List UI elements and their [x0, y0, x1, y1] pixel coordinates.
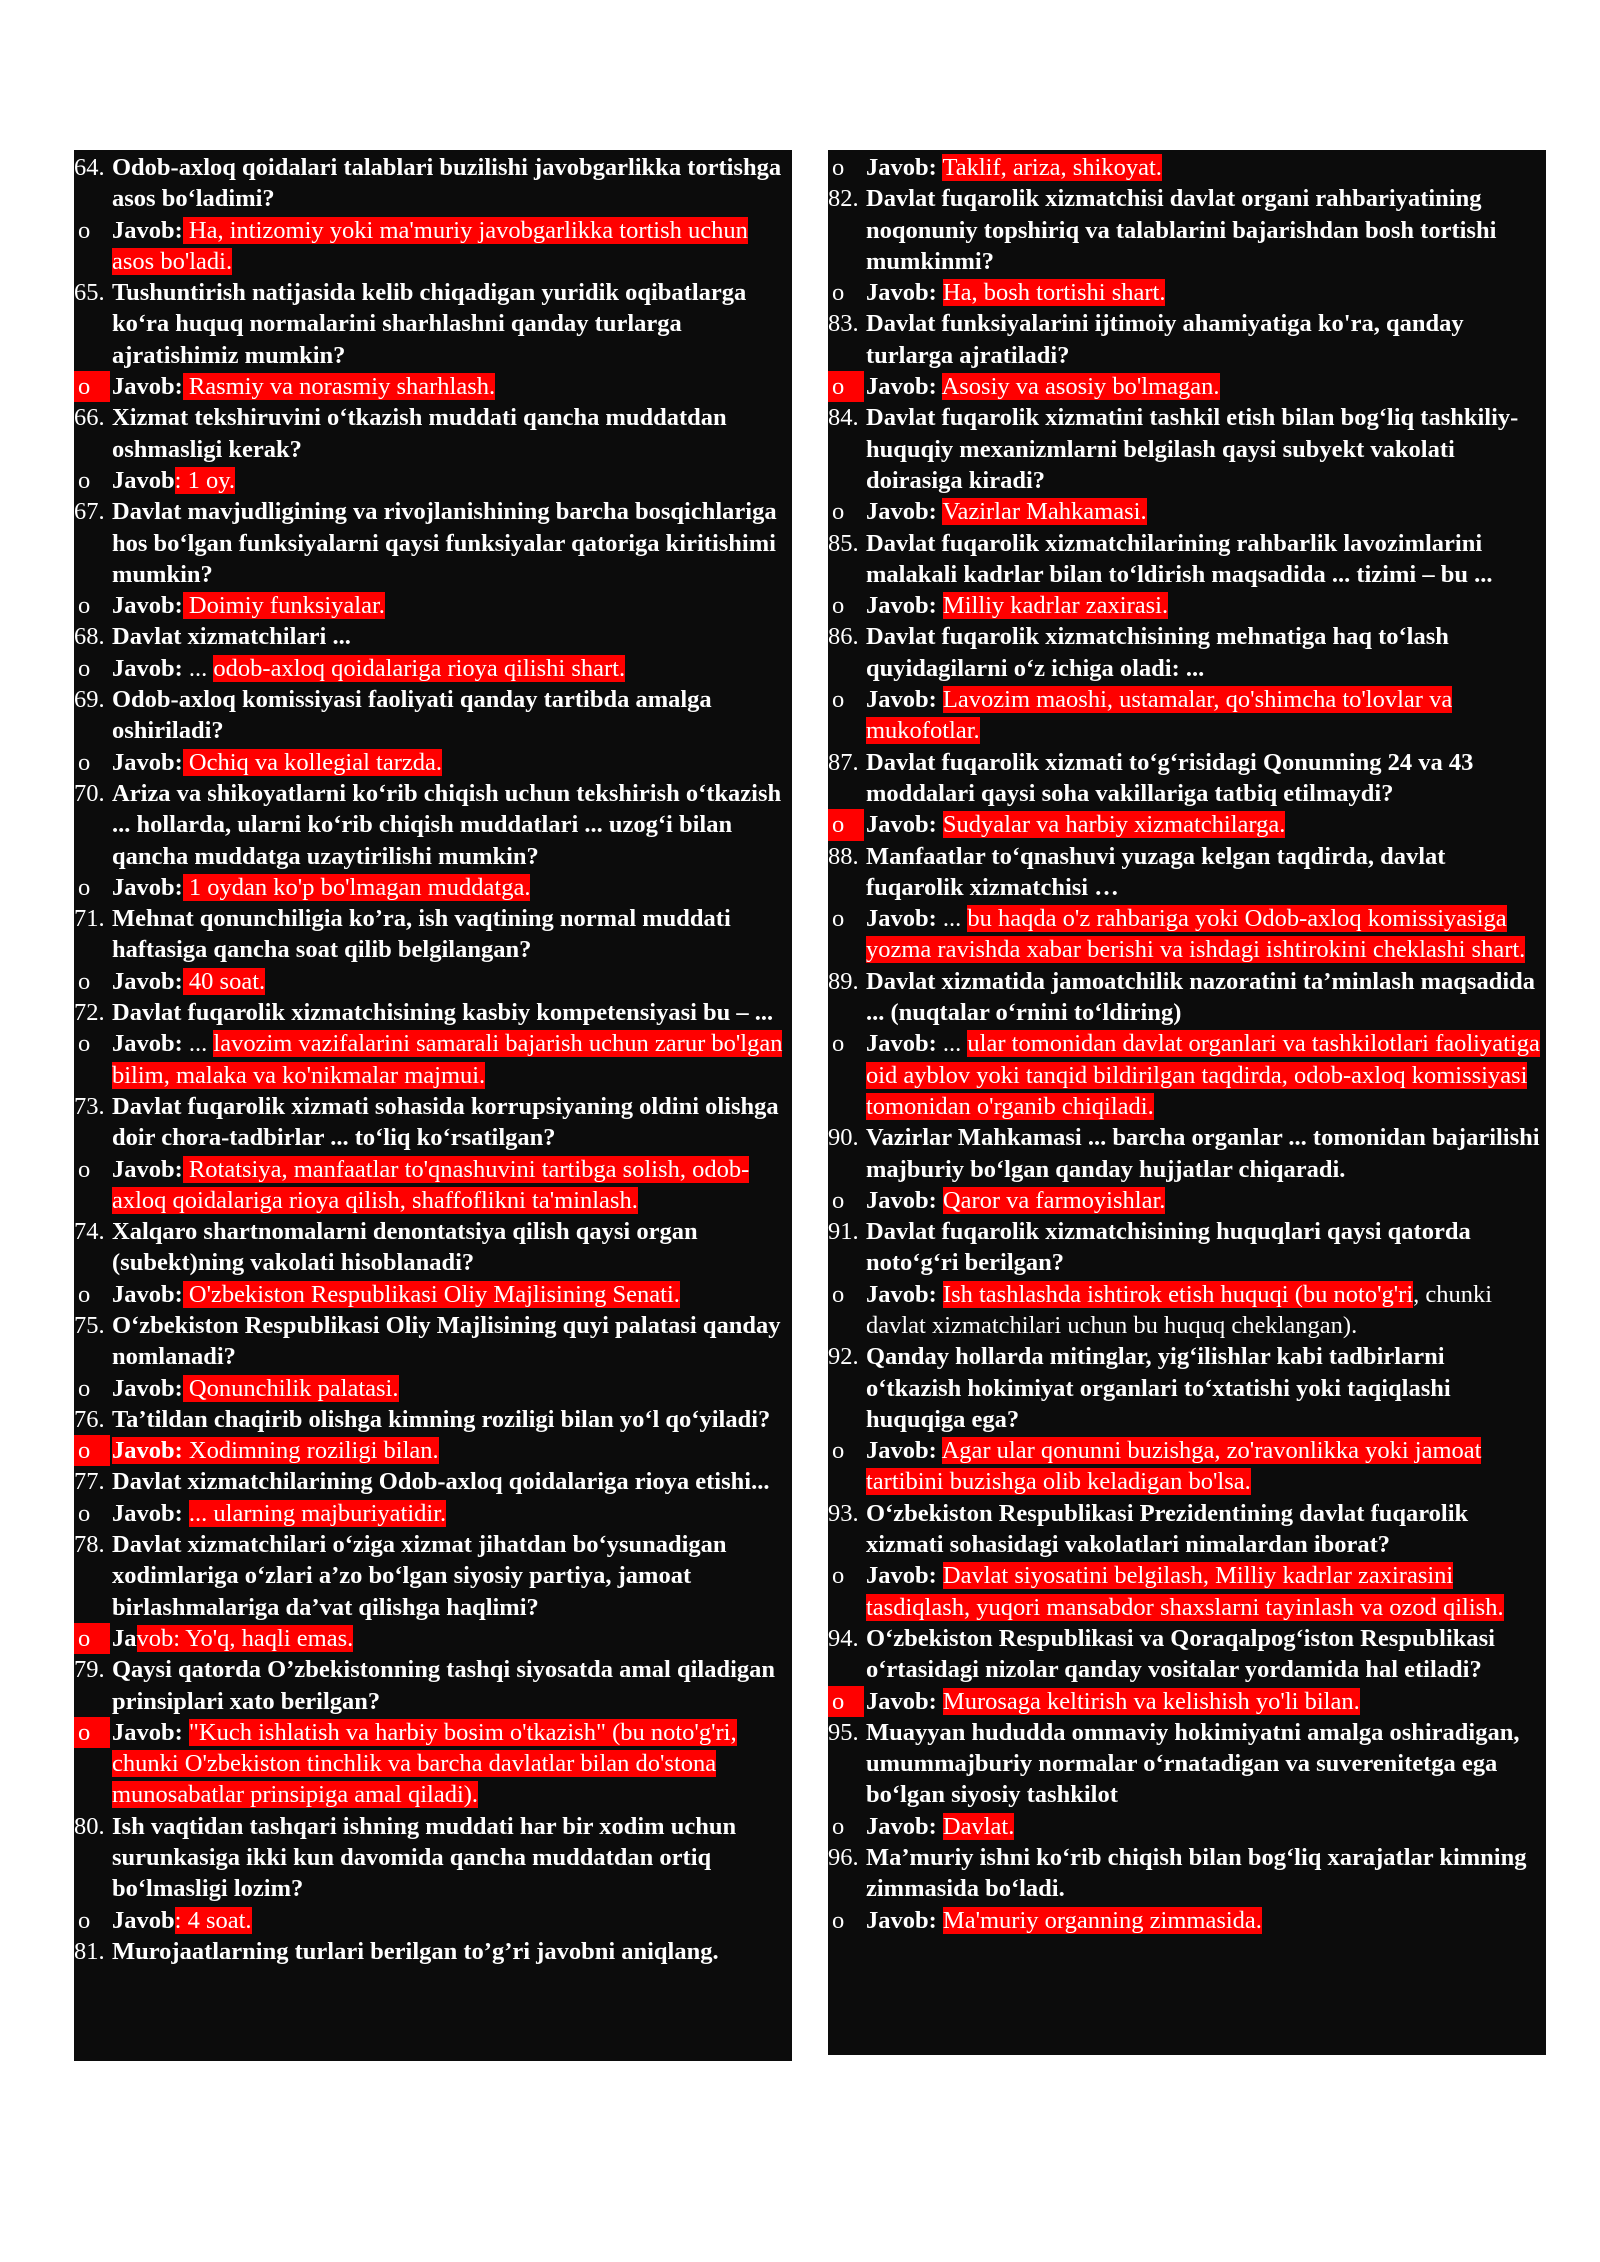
answer-highlight: odob-axloq qoidalariga rioya qilishi shart.	[213, 654, 626, 682]
answer-highlight: 40 soat.	[182, 967, 266, 995]
answer-label: Javob:	[866, 811, 937, 839]
answer-label: Javob:	[112, 1374, 183, 1402]
answer-label: Javob:	[112, 1030, 183, 1058]
question-item	[74, 778, 792, 872]
question-number: 70.	[74, 779, 105, 807]
answer-item	[828, 1028, 1546, 1122]
question-text: O‘zbekiston Respublikasi Oliy Majlisining quyi palatasi qanday nomlanadi?	[112, 1311, 781, 1371]
answer-label: Javob:	[866, 592, 937, 620]
question-number: 65.	[74, 279, 105, 307]
answer-item	[74, 371, 792, 402]
answer-prefix	[937, 1813, 943, 1840]
answer-label: Javob:	[866, 686, 937, 714]
answer-label: Javob:	[866, 1437, 937, 1465]
answer-highlight: Ha, bosh tortishi shart.	[942, 279, 1166, 307]
answer-prefix	[183, 1500, 189, 1527]
answer-suffix: , chunki davlat xizmatchilari uchun bu huquq cheklangan).	[866, 1280, 1493, 1339]
question-text: Davlat xizmatida jamoatchilik nazoratini ta’minlash maqsadida ... (nuqtalar o‘rnini to‘ldiring)	[866, 967, 1536, 1027]
question-item	[74, 903, 792, 966]
bullet-icon: o	[78, 873, 91, 901]
question-text: Ma’muriy ishni ko‘rib chiqish bilan bog‘liq xarajatlar kimning zimmasida bo‘ladi.	[866, 1844, 1527, 1903]
answer-prefix	[937, 811, 943, 838]
answer-item	[828, 1185, 1546, 1216]
question-number: 71.	[74, 905, 105, 933]
question-text: Muayyan hududda ommaviy hokimiyatni amalga oshiradigan, umummajburiy normalar o‘rnatadigan va suverenitetga ega bo‘lgan siyosiy tashkilot	[866, 1718, 1520, 1809]
bullet-icon: o	[74, 371, 110, 402]
answer-highlight: lavozim vazifalarini samarali bajarish uchun zarur bo'lgan bilim, malaka va ko'nikmalar majmui.	[112, 1030, 783, 1089]
answer-item	[74, 215, 792, 278]
question-item	[74, 684, 792, 747]
answer-label: Javob	[112, 466, 175, 494]
question-item	[74, 277, 792, 371]
question-item	[828, 528, 1546, 591]
answer-label: Javob:	[112, 1437, 183, 1465]
answer-item	[828, 496, 1546, 527]
question-text: O‘zbekiston Respublikasi va Qoraqalpog‘iston Respublikasi o‘rtasidagi nizolar qanday vositalar yordamida hal etiladi?	[866, 1624, 1495, 1684]
answer-highlight: Xodimning roziligi bilan.	[182, 1437, 439, 1465]
question-item	[74, 1404, 792, 1435]
question-item	[828, 1122, 1546, 1185]
question-text: Davlat fuqarolik xizmatchilarining rahbarlik lavozimlarini malakali kadrlar bilan to‘ldirish maqsadida ... tizimi – bu ...	[866, 529, 1493, 588]
question-number: 81.	[74, 1937, 105, 1965]
question-number: 89.	[828, 967, 859, 995]
question-item	[74, 1529, 792, 1623]
answer-label: Javob:	[866, 279, 937, 307]
question-text: Davlat funksiyalarini ijtimoiy ahamiyatiga ko'ra, qanday turlarga ajratiladi?	[866, 310, 1464, 369]
question-number: 90.	[828, 1124, 859, 1152]
question-number: 95.	[828, 1718, 859, 1746]
bullet-icon: o	[832, 1906, 845, 1934]
answer-label: Javob:	[866, 1280, 937, 1308]
question-item	[828, 402, 1546, 496]
question-text: Davlat xizmatchilarining Odob-axloq qoidalariga rioya etishi...	[112, 1468, 770, 1496]
answer-item	[74, 747, 792, 778]
answer-label: Javob:	[866, 154, 937, 181]
bullet-icon: o	[78, 592, 91, 620]
question-text: Odob-axloq qoidalari talablari buzilishi javobgarlikka tortishga asos bo‘ladimi?	[112, 154, 782, 213]
answer-label: Javob:	[112, 216, 183, 244]
question-text: Ta’tildan chaqirib olishga kimning roziligi bilan yo‘l qo‘yiladi?	[112, 1405, 771, 1433]
question-item	[828, 1842, 1546, 1905]
answer-prefix	[937, 1907, 943, 1934]
answer-highlight: vob: Yo'q, haqli emas.	[136, 1624, 354, 1652]
answer-highlight: O'zbekiston Respublikasi Oliy Majlisining Senati.	[182, 1280, 680, 1308]
bullet-icon: o	[832, 279, 845, 307]
bullet-icon: o	[832, 1030, 845, 1058]
question-item	[74, 152, 792, 215]
answer-highlight: Milliy kadrlar zaxirasi.	[942, 592, 1169, 620]
answer-highlight: Asosiy va asosiy bo'lmagan.	[941, 373, 1220, 401]
answer-item	[828, 277, 1546, 308]
answer-highlight: bu haqda o'z rahbariga yoki Odob-axloq komissiyasiga yozma ravishda xabar berishi va ishdagi ishtirokini cheklashi shart.	[866, 905, 1526, 964]
answer-label: Javob:	[866, 1030, 937, 1058]
question-text: Ariza va shikoyatlarni ko‘rib chiqish uchun tekshirish o‘tkazish ... hollarda, ularni ko‘rib chiqish muddatlari ... uzog‘i bilan qancha muddatga uzaytirilishi mumkin?	[112, 779, 782, 870]
question-number: 92.	[828, 1343, 859, 1371]
question-item	[74, 1936, 792, 1967]
question-text: Vazirlar Mahkamasi ... barcha organlar ... tomonidan bajarilishi majburiy bo‘lgan qanday hujjatlar chiqaradi.	[866, 1124, 1540, 1183]
question-item	[828, 966, 1546, 1029]
bullet-icon: o	[78, 216, 91, 244]
answer-prefix	[937, 373, 942, 400]
answer-item	[828, 684, 1546, 747]
bullet-icon: o	[832, 905, 845, 933]
answer-prefix	[937, 1688, 943, 1715]
answer-item	[74, 1279, 792, 1310]
question-number: 69.	[74, 686, 105, 714]
answer-highlight: Taklif, ariza, shikoyat.	[942, 154, 1162, 181]
answer-highlight: 1 oydan ko'p bo'lmagan muddatga.	[182, 873, 531, 901]
answer-item	[74, 1717, 792, 1811]
question-item	[828, 183, 1546, 277]
question-text: Davlat fuqarolik xizmatchisining huquqlari qaysi qatorda noto‘g‘ri berilgan?	[866, 1218, 1471, 1277]
answer-highlight: Doimiy funksiyalar.	[182, 592, 385, 620]
answer-prefix: ...	[936, 1030, 968, 1058]
answer-prefix	[183, 1719, 189, 1746]
question-number: 88.	[828, 842, 859, 870]
bullet-icon: o	[78, 1280, 91, 1308]
bullet-icon: o	[828, 371, 864, 402]
question-text: Xizmat tekshiruvini o‘tkazish muddati qancha muddatdan oshmasligi kerak?	[112, 404, 727, 463]
question-number: 83.	[828, 310, 859, 338]
question-item	[828, 308, 1546, 371]
question-item	[828, 841, 1546, 904]
answer-item	[74, 590, 792, 621]
bullet-icon: o	[78, 1155, 91, 1183]
question-number: 75.	[74, 1311, 105, 1339]
answer-label: Javob:	[112, 1155, 183, 1183]
answer-item	[74, 465, 792, 496]
answer-label: Javob:	[112, 1499, 183, 1527]
answer-item	[828, 1435, 1546, 1498]
answer-highlight: Vazirlar Mahkamasi.	[942, 498, 1147, 526]
question-item	[74, 1466, 792, 1497]
question-number: 64.	[74, 154, 105, 181]
answer-item	[74, 1905, 792, 1936]
bullet-icon: o	[78, 1499, 91, 1527]
question-number: 73.	[74, 1092, 105, 1120]
question-number: 74.	[74, 1218, 105, 1246]
question-item	[74, 1310, 792, 1373]
question-number: 68.	[74, 623, 105, 651]
answer-highlight: : 1 oy.	[174, 466, 235, 494]
answer-label: Javob:	[866, 1906, 937, 1934]
question-number: 82.	[828, 185, 859, 213]
bullet-icon: o	[832, 154, 845, 181]
answer-item	[74, 966, 792, 997]
answer-label: Javob:	[112, 967, 183, 995]
answer-prefix	[937, 686, 943, 713]
right-column	[828, 150, 1546, 2055]
question-text: Tushuntirish natijasida kelib chiqadigan yuridik oqibatlarga ko‘ra huquq normalarini sharhlashni qanday turlarga ajratishimiz mumkin?	[112, 279, 747, 369]
answer-highlight: Ish tashlashda ishtirok etish huquqi (bu noto'g'ri	[942, 1280, 1414, 1308]
question-text: Qaysi qatorda O’zbekistonning tashqi siyosatda amal qiladigan prinsiplari xato berilgan?	[112, 1656, 776, 1715]
question-text: Davlat xizmatchilari o‘ziga xizmat jihatdan bo‘ysunadigan xodimlariga o‘zlari a’zo bo‘lgan siyosiy partiya, jamoat birlashmalariga da’vat qilishga haqlimi?	[112, 1531, 727, 1621]
question-text: Davlat mavjudligining va rivojlanishining barcha bosqichlariga hos bo‘lgan funksiyalarni qaysi funksiyalar qatoriga kiritishimi mumkin?	[112, 498, 777, 588]
answer-label: Javob:	[112, 373, 183, 401]
answer-highlight: Davlat siyosatini belgilash, Milliy kadrlar zaxirasini tasdiqlash, yuqori mansabdor shaxslarni tayinlash va ozod qilish.	[866, 1562, 1504, 1621]
answer-item	[74, 872, 792, 903]
question-number: 93.	[828, 1499, 859, 1527]
answer-label: Ja	[112, 1624, 137, 1652]
answer-label: Javob:	[112, 1280, 183, 1308]
bullet-icon: o	[832, 1186, 845, 1214]
answer-label: Javob:	[866, 498, 937, 526]
answer-label: Javob:	[866, 1562, 937, 1590]
question-number: 84.	[828, 404, 859, 432]
question-item	[74, 1654, 792, 1717]
answer-prefix	[937, 279, 943, 306]
answer-prefix: ...	[182, 654, 214, 682]
answer-highlight: Rasmiy va norasmiy sharhlash.	[182, 373, 496, 401]
bullet-icon: o	[832, 1812, 845, 1840]
question-item	[74, 997, 792, 1028]
question-number: 77.	[74, 1468, 105, 1496]
answer-highlight: Sudyalar va harbiy xizmatchilarga.	[942, 811, 1286, 839]
answer-item	[828, 1686, 1546, 1717]
question-item	[828, 621, 1546, 684]
question-item	[74, 1216, 792, 1279]
answer-highlight: Rotatsiya, manfaatlar to'qnashuvini tartibga solish, odob-axloq qoidalariga rioya qilish, shaffoflikni ta'minlash.	[112, 1155, 750, 1214]
question-text: Davlat fuqarolik xizmati sohasida korrupsiyaning oldini olishga doir chora-tadbirlar ... to‘liq ko‘rsatilgan?	[112, 1092, 779, 1152]
answer-highlight: Ma'muriy organning zimmasida.	[942, 1906, 1262, 1934]
answer-item	[828, 1905, 1546, 1936]
answer-label: Javob:	[112, 748, 183, 776]
question-text: Davlat fuqarolik xizmatchisi davlat organi rahbariyatining noqonuniy topshiriq va talablarini bajarishdan bosh tortishi mumkinmi?	[866, 185, 1497, 275]
question-number: 76.	[74, 1405, 105, 1433]
bullet-icon: o	[832, 686, 845, 714]
answer-label: Javob:	[866, 1186, 937, 1214]
answer-item	[828, 1279, 1546, 1342]
answer-highlight: ular tomonidan davlat organlari va tashkilotlari faoliyatiga oid ayblov yoki tanqid bildirilgan taqdirda, odob-axloq komissiyasi tomonidan o'rganib chiqiladi.	[866, 1030, 1540, 1120]
answer-item	[828, 903, 1546, 966]
answer-prefix: ...	[936, 905, 968, 933]
question-item	[828, 1498, 1546, 1561]
question-number: 80.	[74, 1812, 105, 1840]
question-text: Mehnat qonunchiligia ko’ra, ish vaqtining normal muddati haftasiga qancha soat qilib belgilangan?	[112, 905, 731, 964]
answer-item	[828, 590, 1546, 621]
question-number: 87.	[828, 748, 859, 776]
answer-label: Javob:	[866, 905, 937, 933]
answer-item	[828, 371, 1546, 402]
question-text: Qanday hollarda mitinglar, yig‘ilishlar kabi tadbirlarni o‘tkazish hokimiyat organlari to‘xtatishi yoki taqiqlashi huquqiga ega?	[866, 1343, 1451, 1433]
bullet-icon: o	[78, 1906, 91, 1934]
question-item	[74, 402, 792, 465]
answer-highlight: Qonunchilik palatasi.	[182, 1374, 399, 1402]
question-number: 91.	[828, 1218, 859, 1246]
question-text: Murojaatlarning turlari berilgan to’g’ri javobni aniqlang.	[112, 1937, 719, 1965]
question-item	[828, 1341, 1546, 1435]
answer-label: Javob:	[112, 1718, 183, 1746]
answer-prefix: ...	[182, 1030, 214, 1058]
question-number: 94.	[828, 1624, 859, 1652]
question-text: Davlat fuqarolik xizmatchisining mehnatiga haq to‘lash quyidagilarni o‘z ichiga oladi: ...	[866, 623, 1449, 682]
bullet-icon: o	[78, 654, 91, 682]
answer-prefix	[937, 1437, 942, 1464]
question-text: Ish vaqtidan tashqari ishning muddati har bir xodim uchun surunkasiga ikki kun davomida qancha muddatdan ortiq bo‘lmasligi lozim?	[112, 1812, 737, 1903]
answer-highlight: ... ularning majburiyatidir.	[188, 1499, 447, 1527]
bullet-icon: o	[74, 1435, 110, 1466]
bullet-icon: o	[78, 748, 91, 776]
question-text: Davlat fuqarolik xizmati to‘g‘risidagi Qonunning 24 va 43 moddalari qaysi soha vakillariga tatbiq etilmaydi?	[866, 748, 1474, 807]
answer-highlight: "Kuch ishlatish va harbiy bosim o'tkazish" (bu noto'g'ri, chunki O'zbekiston tinchlik va barcha davlatlar bilan do'stona munosabatlar prinsipiga amal qiladi).	[112, 1718, 737, 1809]
question-text: Davlat fuqarolik xizmatchisining kasbiy kompetensiyasi bu – ...	[112, 999, 774, 1027]
question-number: 72.	[74, 999, 105, 1027]
question-number: 86.	[828, 623, 859, 651]
bullet-icon: o	[828, 1686, 864, 1717]
question-text: Odob-axloq komissiyasi faoliyati qanday tartibda amalga oshiriladi?	[112, 686, 712, 745]
answer-prefix	[937, 592, 943, 619]
answer-item	[74, 1028, 792, 1091]
bullet-icon: o	[78, 967, 91, 995]
answer-item	[74, 1154, 792, 1217]
answer-item	[74, 1435, 792, 1466]
answer-highlight: Agar ular qonunni buzishga, zo'ravonlikka yoki jamoat tartibini buzishga olib keladigan bo'lsa.	[866, 1437, 1482, 1496]
answer-highlight: Davlat.	[942, 1812, 1015, 1840]
answer-label: Javob:	[866, 373, 937, 401]
answer-highlight: : 4 soat.	[174, 1906, 252, 1934]
answer-item	[74, 1373, 792, 1404]
question-number: 96.	[828, 1844, 859, 1872]
question-text: Xalqaro shartnomalarni denontatsiya qilish qaysi organ (subekt)ning vakolati hisoblanadi?	[112, 1218, 698, 1277]
question-number: 67.	[74, 498, 105, 526]
bullet-icon: o	[832, 1562, 845, 1590]
bullet-icon: o	[74, 1717, 110, 1748]
answer-highlight: Murosaga keltirish va kelishish yo'li bilan.	[942, 1687, 1360, 1715]
question-item	[74, 1811, 792, 1905]
answer-item	[828, 1560, 1546, 1623]
answer-item	[74, 1623, 792, 1654]
bullet-icon: o	[832, 1437, 845, 1465]
question-number: 66.	[74, 404, 105, 432]
answer-label: Javob:	[866, 1687, 937, 1715]
question-number: 85.	[828, 529, 859, 557]
question-number: 79.	[74, 1656, 105, 1684]
bullet-icon: o	[78, 1374, 91, 1402]
answer-prefix	[937, 1562, 943, 1589]
question-item	[828, 1623, 1546, 1686]
question-text: Manfaatlar to‘qnashuvi yuzaga kelgan taqdirda, davlat fuqarolik xizmatchisi …	[866, 842, 1446, 901]
question-item	[828, 1717, 1546, 1811]
left-column	[74, 150, 792, 2061]
answer-highlight: Lavozim maoshi, ustamalar, qo'shimcha to'lovlar va mukofotlar.	[866, 686, 1453, 745]
question-item	[828, 1216, 1546, 1279]
bullet-icon: o	[78, 1030, 91, 1058]
answer-item	[828, 809, 1546, 840]
answer-prefix	[937, 1187, 943, 1214]
answer-item	[74, 1498, 792, 1529]
bullet-icon: o	[78, 466, 91, 494]
answer-item	[828, 1811, 1546, 1842]
answer-highlight: Ha, intizomiy yoki ma'muriy javobgarlikka tortish uchun asos bo'ladi.	[112, 216, 748, 275]
bullet-icon: o	[832, 498, 845, 526]
answer-highlight: Ochiq va kollegial tarzda.	[182, 748, 442, 776]
answer-label: Javob:	[866, 1812, 937, 1840]
answer-item	[74, 653, 792, 684]
bullet-icon: o	[832, 1280, 845, 1308]
bullet-icon: o	[74, 1623, 110, 1654]
question-item	[74, 1091, 792, 1154]
question-text: O‘zbekiston Respublikasi Prezidentining davlat fuqarolik xizmati sohasidagi vakolatlari nimalardan iborat?	[866, 1499, 1469, 1559]
question-item	[828, 747, 1546, 810]
answer-label: Javob:	[112, 873, 183, 901]
question-text: Davlat fuqarolik xizmatini tashkil etish bilan bog‘liq tashkiliy-huquqiy mexanizmlarni belgilash qaysi subyekt vakolati doirasiga kiradi?	[866, 404, 1519, 494]
answer-label: Javob	[112, 1906, 175, 1934]
question-number: 78.	[74, 1531, 105, 1559]
answer-prefix	[937, 1281, 943, 1308]
answer-item	[828, 152, 1546, 183]
answer-label: Javob:	[112, 654, 183, 682]
answer-label: Javob:	[112, 592, 183, 620]
answer-highlight: Qaror va farmoyishlar.	[942, 1186, 1166, 1214]
question-item	[74, 621, 792, 652]
question-text: Davlat xizmatchilari ...	[112, 623, 351, 651]
bullet-icon: o	[832, 592, 845, 620]
question-item	[74, 496, 792, 590]
bullet-icon: o	[828, 809, 864, 840]
